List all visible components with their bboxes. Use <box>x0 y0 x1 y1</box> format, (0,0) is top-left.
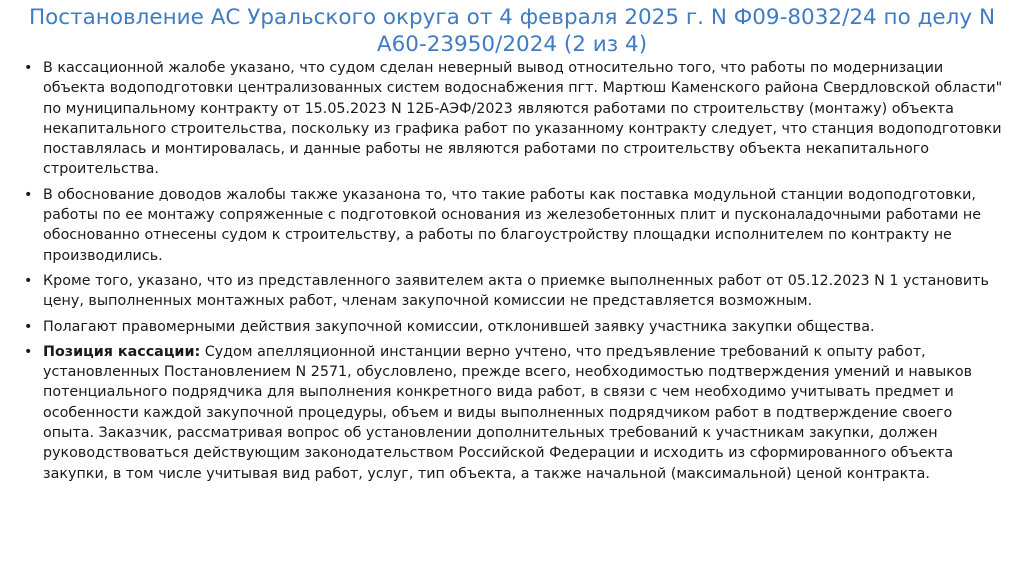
bullet-icon: • <box>24 186 33 203</box>
bullet-icon: • <box>24 60 33 76</box>
list-item <box>24 58 1004 180</box>
list-item-text: В кассационной жалобе указано, что судом сделан неверный вывод относительно того, что работы по модернизации объекта водоподготовки централизованных систем водоснабжения пгт. Мартюш Каменского района Свердловской области" по муниципальному контракту от 15.05.2023 N 12Б-АЭФ/2023 являются работами по строительству (монтажу) объекта некапитального строительства, поскольку из графика работ по указанному контракту следует, что станция водоподготовки поставлялась и монтировалась, и данные работы не являются работами по строительству объекта некапитального строительства. <box>43 60 1003 178</box>
list-item <box>24 342 1004 484</box>
list-item-text: Судом апелляционной инстанции верно учтено, что предъявление требований к опыту работ, установленных Постановлением N 2571, обусловлено, прежде всего, необходимостью подтверждения умений и навыков потенциального подрядчика для выполнения конкретного вида работ, в связи с чем необходимо учитывать предмет и особенности каждой закупочной процедуры, объем и виды выполненных подрядчиком работ в подтверждение своего опыта. Заказчик, рассматривая вопрос об установлении дополнительных требований к участникам закупки, должен руководствоваться действующим законодательством Российской Федерации и исходить из сформированного объекта закупки, в том числе учитывая вид работ, услуг, тип объекта, а также начальной (максимальной) ценой контракта. <box>43 343 973 482</box>
cassation-position-label: Позиция кассации: <box>43 343 201 360</box>
list-item-text: Полагают правомерными действия закупочной комиссии, отклонившей заявку участника закупки общества. <box>43 318 875 335</box>
bullet-icon: • <box>24 343 33 360</box>
bullet-list <box>24 58 1004 489</box>
list-item <box>24 317 1004 337</box>
list-item-text: В обоснование доводов жалобы также указанона то, что такие работы как поставка модульной станции водоподготовки, работы по ее монтажу сопряженные с подготовкой основания из железобетонных плит и пусконаладочными работами не обоснованно отнесены судом к строительству, а работы по благоустройству площадки исполнителем по контракту не производились. <box>43 186 982 264</box>
list-item <box>24 271 1004 312</box>
list-item-text: Кроме того, указано, что из представленного заявителем акта о приемке выполненных работ от 05.12.2023 N 1 установить цену, выполненных монтажных работ, членам закупочной комиссии не представляется возможным. <box>43 272 989 310</box>
bullet-icon: • <box>24 318 33 335</box>
bullet-icon: • <box>24 272 33 289</box>
list-item <box>24 185 1004 266</box>
slide-title: Постановление АС Уральского округа от 4 февраля 2025 г. N Ф09-8032/24 по делу N А60-23950/2024 (2 из 4) <box>28 5 996 57</box>
